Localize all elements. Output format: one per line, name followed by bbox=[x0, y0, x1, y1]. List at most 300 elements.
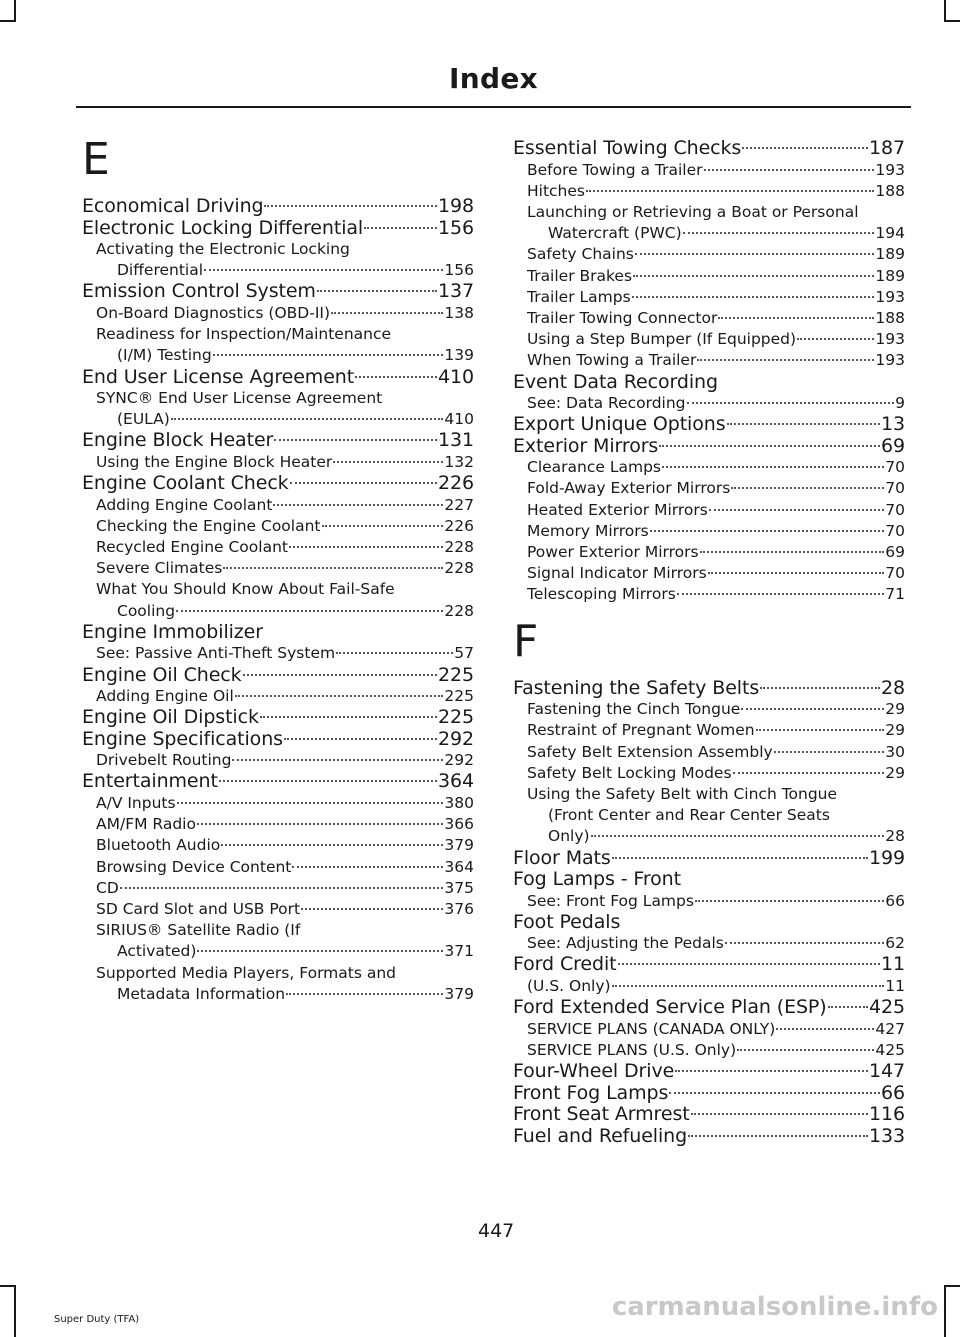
entry-page: 225 bbox=[438, 706, 474, 729]
index-entry bbox=[513, 1083, 905, 1105]
dot-leader bbox=[828, 1006, 868, 1008]
crop-mark-top-left-h bbox=[0, 20, 16, 22]
index-entry bbox=[82, 218, 474, 240]
entry-text: SERVICE PLANS (CANADA ONLY) bbox=[527, 1019, 776, 1038]
page-title: Index bbox=[449, 62, 538, 95]
entry-text: Ford Extended Service Plan (ESP) bbox=[513, 996, 827, 1019]
index-subentry: Supported Media Players, Formats and bbox=[96, 963, 397, 982]
index-subentry bbox=[82, 835, 474, 856]
entry-page: 70 bbox=[885, 564, 905, 583]
entry-text: See: Front Fog Lamps bbox=[527, 891, 694, 910]
entry-page: 193 bbox=[875, 351, 905, 370]
entry-page: 69 bbox=[881, 434, 905, 457]
entry-page: 133 bbox=[869, 1124, 905, 1147]
dot-leader bbox=[708, 572, 885, 574]
entry-text: Checking the Engine Coolant bbox=[96, 516, 321, 535]
entry-page: 57 bbox=[454, 644, 474, 663]
entry-text: (U.S. Only) bbox=[527, 976, 611, 995]
entry-text: See: Passive Anti-Theft System bbox=[96, 644, 336, 663]
dot-leader bbox=[662, 466, 884, 468]
index-subentry: (Front Center and Rear Center Seats bbox=[548, 806, 830, 825]
index-column-left bbox=[82, 134, 474, 1005]
index-subentry bbox=[513, 350, 905, 371]
entry-page: 189 bbox=[875, 245, 905, 264]
entry-text: AM/FM Radio bbox=[96, 815, 196, 834]
dot-leader bbox=[355, 376, 437, 378]
entry-text: Engine Specifications bbox=[82, 727, 283, 750]
entry-text: Metadata Information bbox=[117, 984, 286, 1003]
index-entry bbox=[82, 367, 474, 389]
section-letter-f: F bbox=[513, 615, 539, 667]
entry-page: 188 bbox=[875, 181, 905, 200]
dot-leader bbox=[213, 354, 444, 356]
dot-leader bbox=[742, 147, 868, 149]
entry-page: 70 bbox=[885, 479, 905, 498]
index-subentry bbox=[513, 584, 905, 605]
index-subentry bbox=[82, 686, 474, 707]
entry-page: 131 bbox=[438, 429, 474, 452]
dot-leader bbox=[704, 169, 875, 171]
entry-page: 70 bbox=[885, 521, 905, 540]
index-subentry: Readiness for Inspection/Maintenance bbox=[96, 325, 392, 344]
entry-page: 13 bbox=[881, 413, 905, 436]
dot-leader bbox=[232, 759, 443, 761]
index-entry bbox=[513, 678, 905, 700]
index-entry-list bbox=[82, 196, 474, 1005]
entry-text: Engine Oil Check bbox=[82, 663, 242, 686]
index-subentry bbox=[513, 1040, 905, 1061]
index-subentry: What You Should Know About Fail-Safe bbox=[96, 580, 395, 599]
entry-text: (EULA) bbox=[117, 410, 170, 429]
index-subentry bbox=[513, 287, 905, 308]
entry-text: Hitches bbox=[527, 181, 585, 200]
entry-text: Floor Mats bbox=[513, 846, 611, 869]
dot-leader bbox=[289, 546, 443, 548]
index-subentry bbox=[82, 984, 474, 1005]
crop-mark-top-left-v bbox=[14, 0, 16, 22]
entry-text: Bluetooth Audio bbox=[96, 836, 221, 855]
entry-page: 28 bbox=[885, 827, 905, 846]
dot-leader bbox=[618, 963, 881, 965]
index-subentry bbox=[513, 542, 905, 563]
index-subentry bbox=[82, 537, 474, 558]
entry-page: 228 bbox=[444, 538, 474, 557]
dot-leader bbox=[235, 695, 444, 697]
entry-page: 70 bbox=[885, 500, 905, 519]
entry-text: Power Exterior Mirrors bbox=[527, 543, 699, 562]
entry-page: 66 bbox=[885, 891, 905, 910]
entry-page: 11 bbox=[885, 976, 905, 995]
entry-text: Browsing Device Content bbox=[96, 857, 292, 876]
entry-text: Cooling bbox=[117, 601, 176, 620]
entry-text: Safety Belt Locking Modes bbox=[527, 763, 732, 782]
index-entry bbox=[82, 729, 474, 751]
entry-page: 156 bbox=[444, 261, 474, 280]
index-subentry bbox=[82, 814, 474, 835]
index-subentry bbox=[513, 266, 905, 287]
dot-leader bbox=[120, 887, 444, 889]
index-subentry bbox=[513, 976, 905, 997]
dot-leader bbox=[301, 908, 443, 910]
index-subentry bbox=[82, 260, 474, 281]
entry-page: 226 bbox=[438, 472, 474, 495]
entry-page: 70 bbox=[885, 458, 905, 477]
index-subentry: Using the Safety Belt with Cinch Tongue bbox=[527, 784, 838, 803]
entry-text: Trailer Lamps bbox=[527, 287, 631, 306]
entry-page: 194 bbox=[875, 224, 905, 243]
dot-leader bbox=[219, 780, 437, 782]
entry-text: Differential bbox=[117, 261, 204, 280]
dot-leader bbox=[171, 418, 444, 420]
dot-leader bbox=[364, 227, 437, 229]
index-entry bbox=[82, 771, 474, 793]
index-entry bbox=[82, 473, 474, 495]
entry-text: Economical Driving bbox=[82, 195, 264, 217]
dot-leader bbox=[317, 290, 437, 292]
index-subentry bbox=[82, 899, 474, 920]
entry-text: See: Data Recording bbox=[527, 394, 686, 413]
entry-text: Recycled Engine Coolant bbox=[96, 538, 288, 557]
entry-page: 9 bbox=[895, 394, 905, 413]
index-subentry bbox=[82, 941, 474, 962]
index-subentry bbox=[513, 563, 905, 584]
index-subentry: SIRIUS® Satellite Radio (If bbox=[96, 921, 301, 940]
dot-leader bbox=[284, 738, 437, 740]
entry-text: Essential Towing Checks bbox=[513, 137, 742, 159]
entry-page: 376 bbox=[444, 899, 474, 918]
dot-leader bbox=[273, 504, 443, 506]
watermark-site: carmanualsonline.info bbox=[611, 1292, 938, 1322]
entry-page: 228 bbox=[444, 559, 474, 578]
dot-leader bbox=[683, 232, 875, 234]
index-subentry bbox=[82, 516, 474, 537]
dot-leader bbox=[586, 190, 874, 192]
entry-page: 225 bbox=[444, 687, 474, 706]
entry-text: Engine Coolant Check bbox=[82, 472, 289, 495]
index-entry bbox=[82, 196, 474, 218]
index-entry: Event Data Recording bbox=[513, 370, 718, 393]
entry-page: 427 bbox=[875, 1019, 905, 1038]
dot-leader bbox=[260, 716, 437, 718]
entry-page: 139 bbox=[444, 346, 474, 365]
index-entry: Foot Pedals bbox=[513, 910, 621, 933]
index-entry-list bbox=[513, 678, 905, 1147]
crop-mark-bottom-right-v bbox=[944, 1285, 946, 1337]
entry-text: Entertainment bbox=[82, 770, 218, 793]
index-subentry bbox=[513, 933, 905, 954]
index-subentry bbox=[513, 826, 905, 847]
index-subentry bbox=[513, 181, 905, 202]
index-entry bbox=[513, 848, 905, 870]
entry-text: A/V Inputs bbox=[96, 793, 176, 812]
dot-leader bbox=[691, 1113, 868, 1115]
index-subentry bbox=[82, 409, 474, 430]
dot-leader bbox=[695, 900, 884, 902]
dot-leader bbox=[760, 687, 880, 689]
entry-text: Trailer Towing Connector bbox=[527, 308, 718, 327]
index-subentry bbox=[513, 500, 905, 521]
entry-page: 71 bbox=[885, 585, 905, 604]
dot-leader bbox=[336, 652, 453, 654]
entry-page: 29 bbox=[885, 700, 905, 719]
index-subentry bbox=[513, 1019, 905, 1040]
entry-page: 188 bbox=[875, 308, 905, 327]
document-name: Super Duty (TFA) bbox=[54, 1314, 140, 1325]
entry-page: 30 bbox=[885, 742, 905, 761]
entry-page: 193 bbox=[875, 330, 905, 349]
page-number: 447 bbox=[478, 1220, 515, 1242]
dot-leader bbox=[659, 445, 880, 447]
dot-leader bbox=[709, 509, 884, 511]
index-subentry: Launching or Retrieving a Boat or Personal bbox=[527, 202, 859, 221]
entry-page: 410 bbox=[444, 410, 474, 429]
entry-text: Safety Belt Extension Assembly bbox=[527, 742, 773, 761]
entry-text: Electronic Locking Differential bbox=[82, 216, 364, 239]
dot-leader bbox=[243, 674, 437, 676]
index-entry bbox=[82, 665, 474, 687]
entry-text: Front Fog Lamps bbox=[513, 1081, 669, 1104]
index-subentry bbox=[82, 495, 474, 516]
entry-page: 425 bbox=[869, 996, 905, 1019]
entry-page: 371 bbox=[444, 942, 474, 961]
entry-page: 227 bbox=[444, 495, 474, 514]
dot-leader bbox=[756, 729, 885, 731]
entry-text: SERVICE PLANS (U.S. Only) bbox=[527, 1040, 737, 1059]
index-entry bbox=[513, 997, 905, 1019]
index-subentry bbox=[513, 160, 905, 181]
entry-page: 66 bbox=[881, 1081, 905, 1104]
entry-text: Fold-Away Exterior Mirrors bbox=[527, 479, 731, 498]
index-subentry bbox=[513, 891, 905, 912]
dot-leader bbox=[650, 530, 885, 532]
dot-leader bbox=[223, 567, 443, 569]
index-entry bbox=[513, 1126, 905, 1148]
dot-leader bbox=[176, 610, 443, 612]
dot-leader bbox=[727, 423, 881, 425]
dot-leader bbox=[286, 993, 443, 995]
entry-page: 189 bbox=[875, 266, 905, 285]
entry-page: 380 bbox=[444, 793, 474, 812]
entry-page: 226 bbox=[444, 516, 474, 535]
index-subentry bbox=[82, 452, 474, 473]
dot-leader bbox=[675, 1070, 868, 1072]
index-subentry bbox=[82, 750, 474, 771]
dot-leader bbox=[776, 1028, 874, 1030]
index-entry bbox=[513, 138, 905, 160]
dot-leader bbox=[688, 1135, 868, 1137]
dot-leader bbox=[797, 338, 874, 340]
dot-leader bbox=[290, 482, 437, 484]
entry-page: 379 bbox=[444, 836, 474, 855]
index-entry bbox=[82, 281, 474, 303]
entry-text: On-Board Diagnostics (OBD-II) bbox=[96, 303, 331, 322]
index-entry bbox=[513, 414, 905, 436]
entry-page: 132 bbox=[444, 452, 474, 471]
dot-leader bbox=[718, 317, 874, 319]
entry-text: Trailer Brakes bbox=[527, 266, 633, 285]
section-letter-e: E bbox=[82, 134, 110, 185]
entry-page: 410 bbox=[438, 365, 474, 388]
dot-leader bbox=[322, 525, 444, 527]
index-subentry bbox=[82, 303, 474, 324]
entry-text: End User License Agreement bbox=[82, 365, 355, 388]
entry-text: Only) bbox=[548, 827, 590, 846]
entry-page: 116 bbox=[869, 1103, 905, 1126]
entry-text: Using the Engine Block Heater bbox=[96, 452, 333, 471]
entry-text: Fastening the Cinch Tongue bbox=[527, 700, 741, 719]
dot-leader bbox=[697, 359, 874, 361]
entry-text: Emission Control System bbox=[82, 280, 316, 303]
entry-text: SD Card Slot and USB Port bbox=[96, 899, 301, 918]
entry-text: Safety Chains bbox=[527, 245, 634, 264]
dot-leader bbox=[669, 1092, 880, 1094]
entry-page: 225 bbox=[438, 663, 474, 686]
index-subentry bbox=[513, 223, 905, 244]
index-subentry bbox=[513, 521, 905, 542]
entry-text: Watercraft (PWC) bbox=[548, 224, 682, 243]
entry-text: Fastening the Safety Belts bbox=[513, 676, 760, 699]
entry-page: 147 bbox=[869, 1060, 905, 1083]
index-subentry bbox=[513, 763, 905, 784]
index-subentry bbox=[82, 643, 474, 664]
dot-leader bbox=[274, 439, 437, 441]
dot-leader bbox=[204, 269, 443, 271]
entry-text: Memory Mirrors bbox=[527, 521, 649, 540]
crop-mark-top-right-v bbox=[944, 0, 946, 22]
dot-leader bbox=[741, 708, 884, 710]
index-entry bbox=[513, 436, 905, 458]
index-entry bbox=[513, 1061, 905, 1083]
index-subentry bbox=[513, 742, 905, 763]
index-subentry bbox=[82, 793, 474, 814]
index-entry: Engine Immobilizer bbox=[82, 620, 263, 643]
entry-page: 193 bbox=[875, 287, 905, 306]
dot-leader bbox=[633, 275, 874, 277]
entry-text: Using a Step Bumper (If Equipped) bbox=[527, 330, 797, 349]
index-subentry bbox=[82, 345, 474, 366]
entry-page: 156 bbox=[438, 216, 474, 239]
entry-page: 193 bbox=[875, 160, 905, 179]
entry-text: Before Towing a Trailer bbox=[527, 160, 703, 179]
dot-leader bbox=[591, 835, 885, 837]
header-divider bbox=[76, 106, 911, 108]
index-subentry: SYNC® End User License Agreement bbox=[96, 389, 383, 408]
entry-page: 379 bbox=[444, 984, 474, 1003]
index-subentry bbox=[513, 720, 905, 741]
entry-text: Ford Credit bbox=[513, 953, 617, 976]
entry-page: 11 bbox=[881, 953, 905, 976]
dot-leader bbox=[700, 551, 885, 553]
index-entry-list bbox=[513, 138, 905, 606]
dot-leader bbox=[197, 823, 443, 825]
dot-leader bbox=[612, 985, 885, 987]
entry-text: Fuel and Refueling bbox=[513, 1124, 688, 1147]
entry-page: 375 bbox=[444, 878, 474, 897]
entry-page: 364 bbox=[444, 857, 474, 876]
index-column-right bbox=[513, 138, 905, 1147]
index-subentry bbox=[513, 308, 905, 329]
entry-text: Engine Oil Dipstick bbox=[82, 706, 259, 729]
entry-text: Severe Climates bbox=[96, 559, 223, 578]
dot-leader bbox=[197, 950, 443, 952]
crop-mark-bottom-left-v bbox=[14, 1285, 16, 1337]
index-subentry bbox=[82, 878, 474, 899]
entry-text: Four-Wheel Drive bbox=[513, 1060, 675, 1083]
index-subentry bbox=[513, 244, 905, 265]
dot-leader bbox=[687, 402, 895, 404]
dot-leader bbox=[737, 1049, 874, 1051]
index-entry bbox=[513, 954, 905, 976]
index-subentry bbox=[513, 457, 905, 478]
entry-text: Drivebelt Routing bbox=[96, 751, 232, 770]
entry-page: 199 bbox=[869, 846, 905, 869]
index-entry: Fog Lamps - Front bbox=[513, 868, 681, 891]
entry-page: 292 bbox=[438, 727, 474, 750]
entry-text: When Towing a Trailer bbox=[527, 351, 697, 370]
index-subentry bbox=[513, 478, 905, 499]
dot-leader bbox=[774, 751, 885, 753]
index-entry bbox=[513, 1104, 905, 1126]
entry-page: 366 bbox=[444, 815, 474, 834]
dot-leader bbox=[264, 205, 437, 207]
entry-text: Front Seat Armrest bbox=[513, 1103, 690, 1126]
entry-text: (I/M) Testing bbox=[117, 346, 212, 365]
entry-text: Telescoping Mirrors bbox=[527, 585, 676, 604]
dot-leader bbox=[177, 802, 444, 804]
entry-page: 138 bbox=[444, 303, 474, 322]
entry-text: Activated) bbox=[117, 942, 197, 961]
index-entry bbox=[82, 430, 474, 452]
index-subentry bbox=[513, 699, 905, 720]
index-subentry bbox=[82, 601, 474, 622]
entry-text: See: Adjusting the Pedals bbox=[527, 934, 724, 953]
dot-leader bbox=[635, 253, 875, 255]
entry-page: 228 bbox=[444, 601, 474, 620]
dot-leader bbox=[333, 461, 443, 463]
dot-leader bbox=[725, 942, 884, 944]
entry-page: 29 bbox=[885, 763, 905, 782]
entry-page: 187 bbox=[869, 137, 905, 159]
index-subentry bbox=[82, 558, 474, 579]
entry-text: CD bbox=[96, 878, 119, 897]
entry-text: Adding Engine Coolant bbox=[96, 495, 273, 514]
entry-text: Restraint of Pregnant Women bbox=[527, 721, 755, 740]
dot-leader bbox=[733, 772, 885, 774]
crop-mark-bottom-left-h bbox=[0, 1285, 16, 1287]
entry-page: 29 bbox=[885, 721, 905, 740]
entry-page: 137 bbox=[438, 280, 474, 303]
entry-text: Export Unique Options bbox=[513, 413, 726, 436]
entry-page: 425 bbox=[875, 1040, 905, 1059]
index-subentry bbox=[82, 857, 474, 878]
dot-leader bbox=[731, 487, 884, 489]
entry-page: 62 bbox=[885, 934, 905, 953]
index-subentry: Activating the Electronic Locking bbox=[96, 240, 350, 258]
index-subentry bbox=[513, 393, 905, 414]
entry-page: 28 bbox=[881, 676, 905, 699]
entry-text: Adding Engine Oil bbox=[96, 687, 234, 706]
entry-page: 69 bbox=[885, 543, 905, 562]
entry-text: Signal Indicator Mirrors bbox=[527, 564, 707, 583]
dot-leader bbox=[612, 857, 868, 859]
index-entry bbox=[82, 707, 474, 729]
entry-text: Exterior Mirrors bbox=[513, 434, 659, 457]
index-subentry bbox=[513, 329, 905, 350]
entry-page: 292 bbox=[444, 751, 474, 770]
entry-page: 198 bbox=[438, 195, 474, 217]
dot-leader bbox=[632, 296, 875, 298]
entry-text: Heated Exterior Mirrors bbox=[527, 500, 708, 519]
